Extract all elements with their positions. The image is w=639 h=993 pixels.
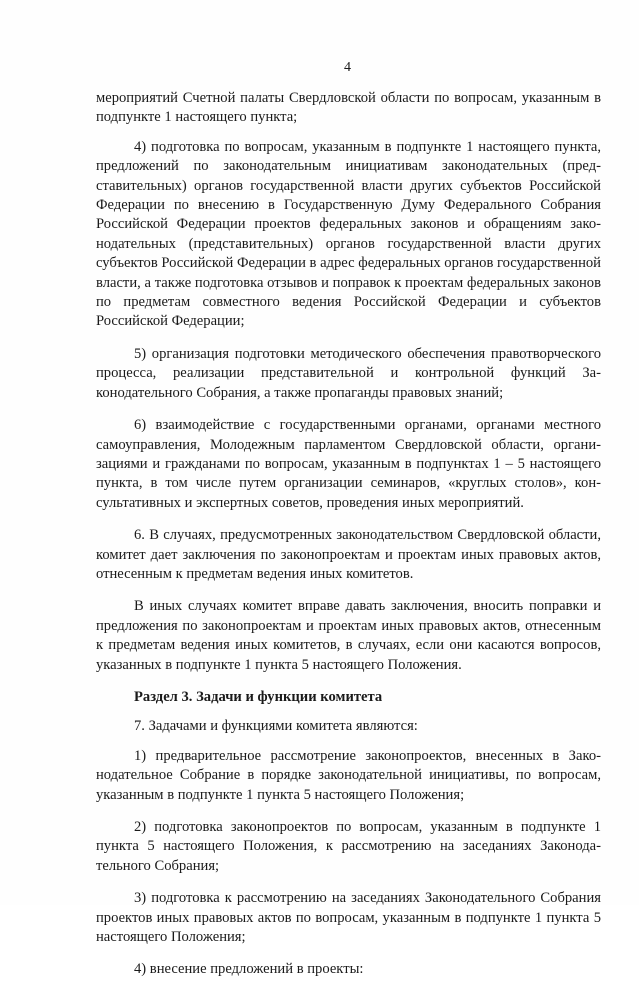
paragraph-continuation: мероприятий Счетной палаты Свердловской области по вопросам, указанным в подпункте 1 настоящего пункта; [96, 90, 601, 126]
paragraph-clause-6: 6. В случаях, предусмотренных законодательством Свердловской области, комитет дает заключения по законопроектам и проектам иных правовых актов, отнесенным к предметам ведения иных комитетов. [96, 527, 601, 582]
paragraph-item-6: 6) взаимодействие с государственными органами, органами местного самоуправления, Молодежным парламентом Свердловской области, организациями и гражданами по вопросам, указанным в подпунктах 1 – 5 настоящего пункта, в том числе путем организации семинаров, «круглых столов», консультативных и экспертных советов, проведения иных мероприятий. [96, 417, 601, 511]
section-heading: Раздел 3. Задачи и функции комитета [134, 688, 383, 705]
paragraph-task-4: 4) внесение предложений в проекты: [134, 961, 364, 978]
paragraph-other-cases: В иных случаях комитет вправе давать заключения, вносить поправки и предложения по законопроектам и проектам иных правовых актов, отнесенным к предметам ведения иных комитетов, в случаях, если они касаются вопросов, указанных в подпункте 1 пункта 5 настоящего Положения. [96, 598, 601, 673]
paragraph-clause-7: 7. Задачами и функциями комитета являются: [134, 718, 418, 735]
paragraph-task-3: 3) подготовка к рассмотрению на заседаниях Законодательного Собрания проектов иных правовых актов по вопросам, указанным в подпункте 1 пункта 5 настоящего Положения; [96, 890, 601, 946]
paragraph-item-4: 4) подготовка по вопросам, указанным в подпункте 1 настоящего пункта, предложений по законодательным инициативам законодательных (представительных) органов государственной власти других субъектов Российской Федерации по внесению в Государственную Думу Федерального Собрания Российской Федерации проектов федеральных законов и обращениям законодательных (представительных) органов государственной власти других субъектов Российской Федерации в адрес федеральных органов государственной власти, а также подготовка отзывов и поправок к проектам федеральных законов по предметам совместного ведения Российской Федерации и субъектов Российской Федерации; [96, 138, 601, 330]
paragraph-task-1: 1) предварительное рассмотрение законопроектов, внесенных в Законодательное Собрание в порядке законодательной инициативы, по вопросам, указанным в подпункте 1 пункта 5 настоящего Положения; [96, 747, 601, 803]
page-number: 4 [344, 60, 351, 75]
paragraph-item-5: 5) организация подготовки методического обеспечения правотворческого процесса, реализации представительной и контрольной функций Законодательного Собрания, а также пропаганды правовых знаний; [96, 345, 601, 401]
page-body [96, 89, 601, 993]
paragraph-task-2: 2) подготовка законопроектов по вопросам, указанным в подпункте 1 пункта 5 настоящего Положения, к рассмотрению на заседаниях Законодательного Собрания; [96, 819, 601, 874]
